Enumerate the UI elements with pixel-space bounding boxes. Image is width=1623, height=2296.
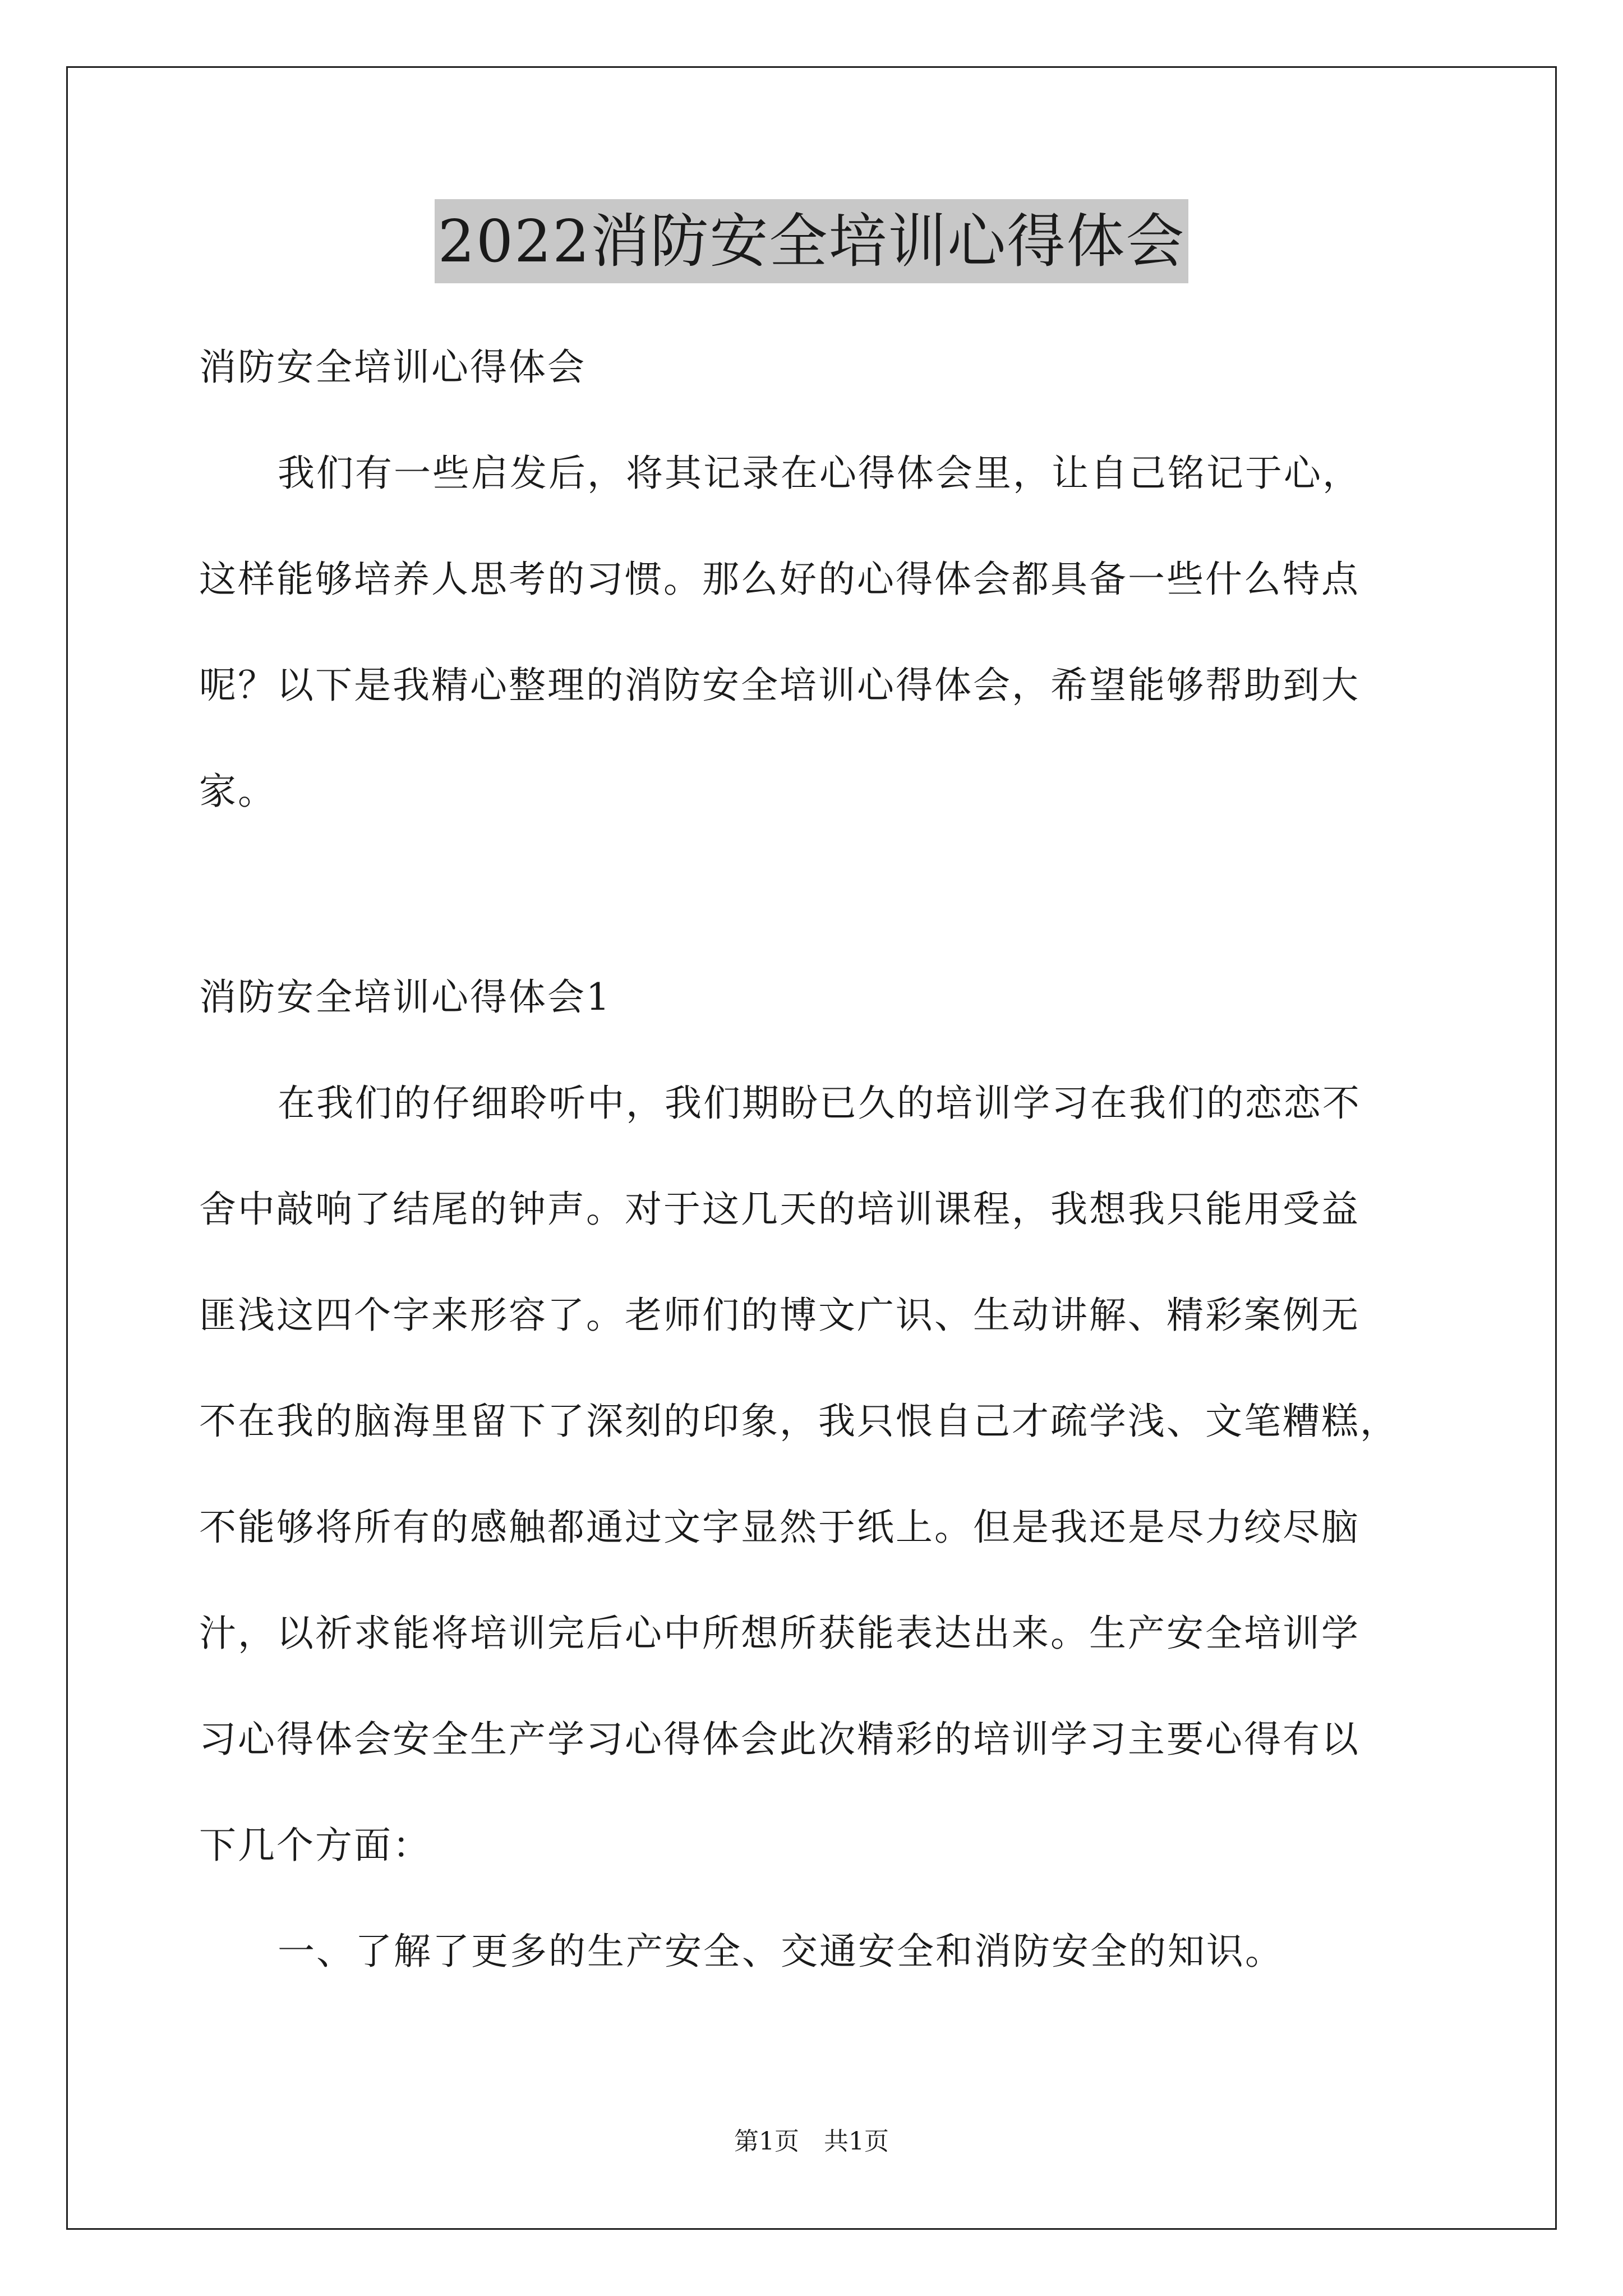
paragraph-line: 汁，以祈求能将培训完后心中所想所获能表达出来。生产安全培训学 [199,1612,1360,1655]
paragraph-line: 舍中敲响了结尾的钟声。对于这几天的培训课程，我想我只能用受益 [199,1188,1360,1231]
paragraph-line: 呢？以下是我精心整理的消防安全培训心得体会，希望能够帮助到大 [199,664,1360,707]
point-one: 一、了解了更多的生产安全、交通安全和消防安全的知识。 [278,1930,1284,1973]
section-heading: 消防安全培训心得体会1 [199,976,611,1019]
paragraph-line: 家。 [199,770,276,813]
title-container [0,199,1623,283]
paragraph-line: 在我们的仔细聆听中，我们期盼已久的培训学习在我们的恋恋不 [278,1082,1361,1125]
section-gap [199,844,1433,944]
paragraph-line: 这样能够培养人思考的习惯。那么好的心得体会都具备一些什么特点 [199,558,1360,601]
paragraph-line: 不能够将所有的感触都通过文字显然于纸上。但是我还是尽力绞尽脑 [199,1506,1360,1549]
paragraph-line: 匪浅这四个字来形容了。老师们的博文广识、生动讲解、精彩案例无 [199,1294,1360,1337]
paragraph-line: 我们有一些启发后，将其记录在心得体会里，让自己铭记于心， [278,452,1361,495]
document-title: 2022消防安全培训心得体会 [435,199,1189,283]
paragraph-line: 下几个方面： [199,1824,431,1867]
document-body [199,314,1433,2004]
intro-heading: 消防安全培训心得体会 [199,346,586,389]
paragraph-line: 不在我的脑海里留下了深刻的印象，我只恨自己才疏学浅、文笔糟糕， [199,1400,1399,1443]
paragraph-line: 习心得体会安全生产学习心得体会此次精彩的培训学习主要心得有以 [199,1718,1360,1761]
page-footer: 第1页 共1页 [734,2127,889,2156]
